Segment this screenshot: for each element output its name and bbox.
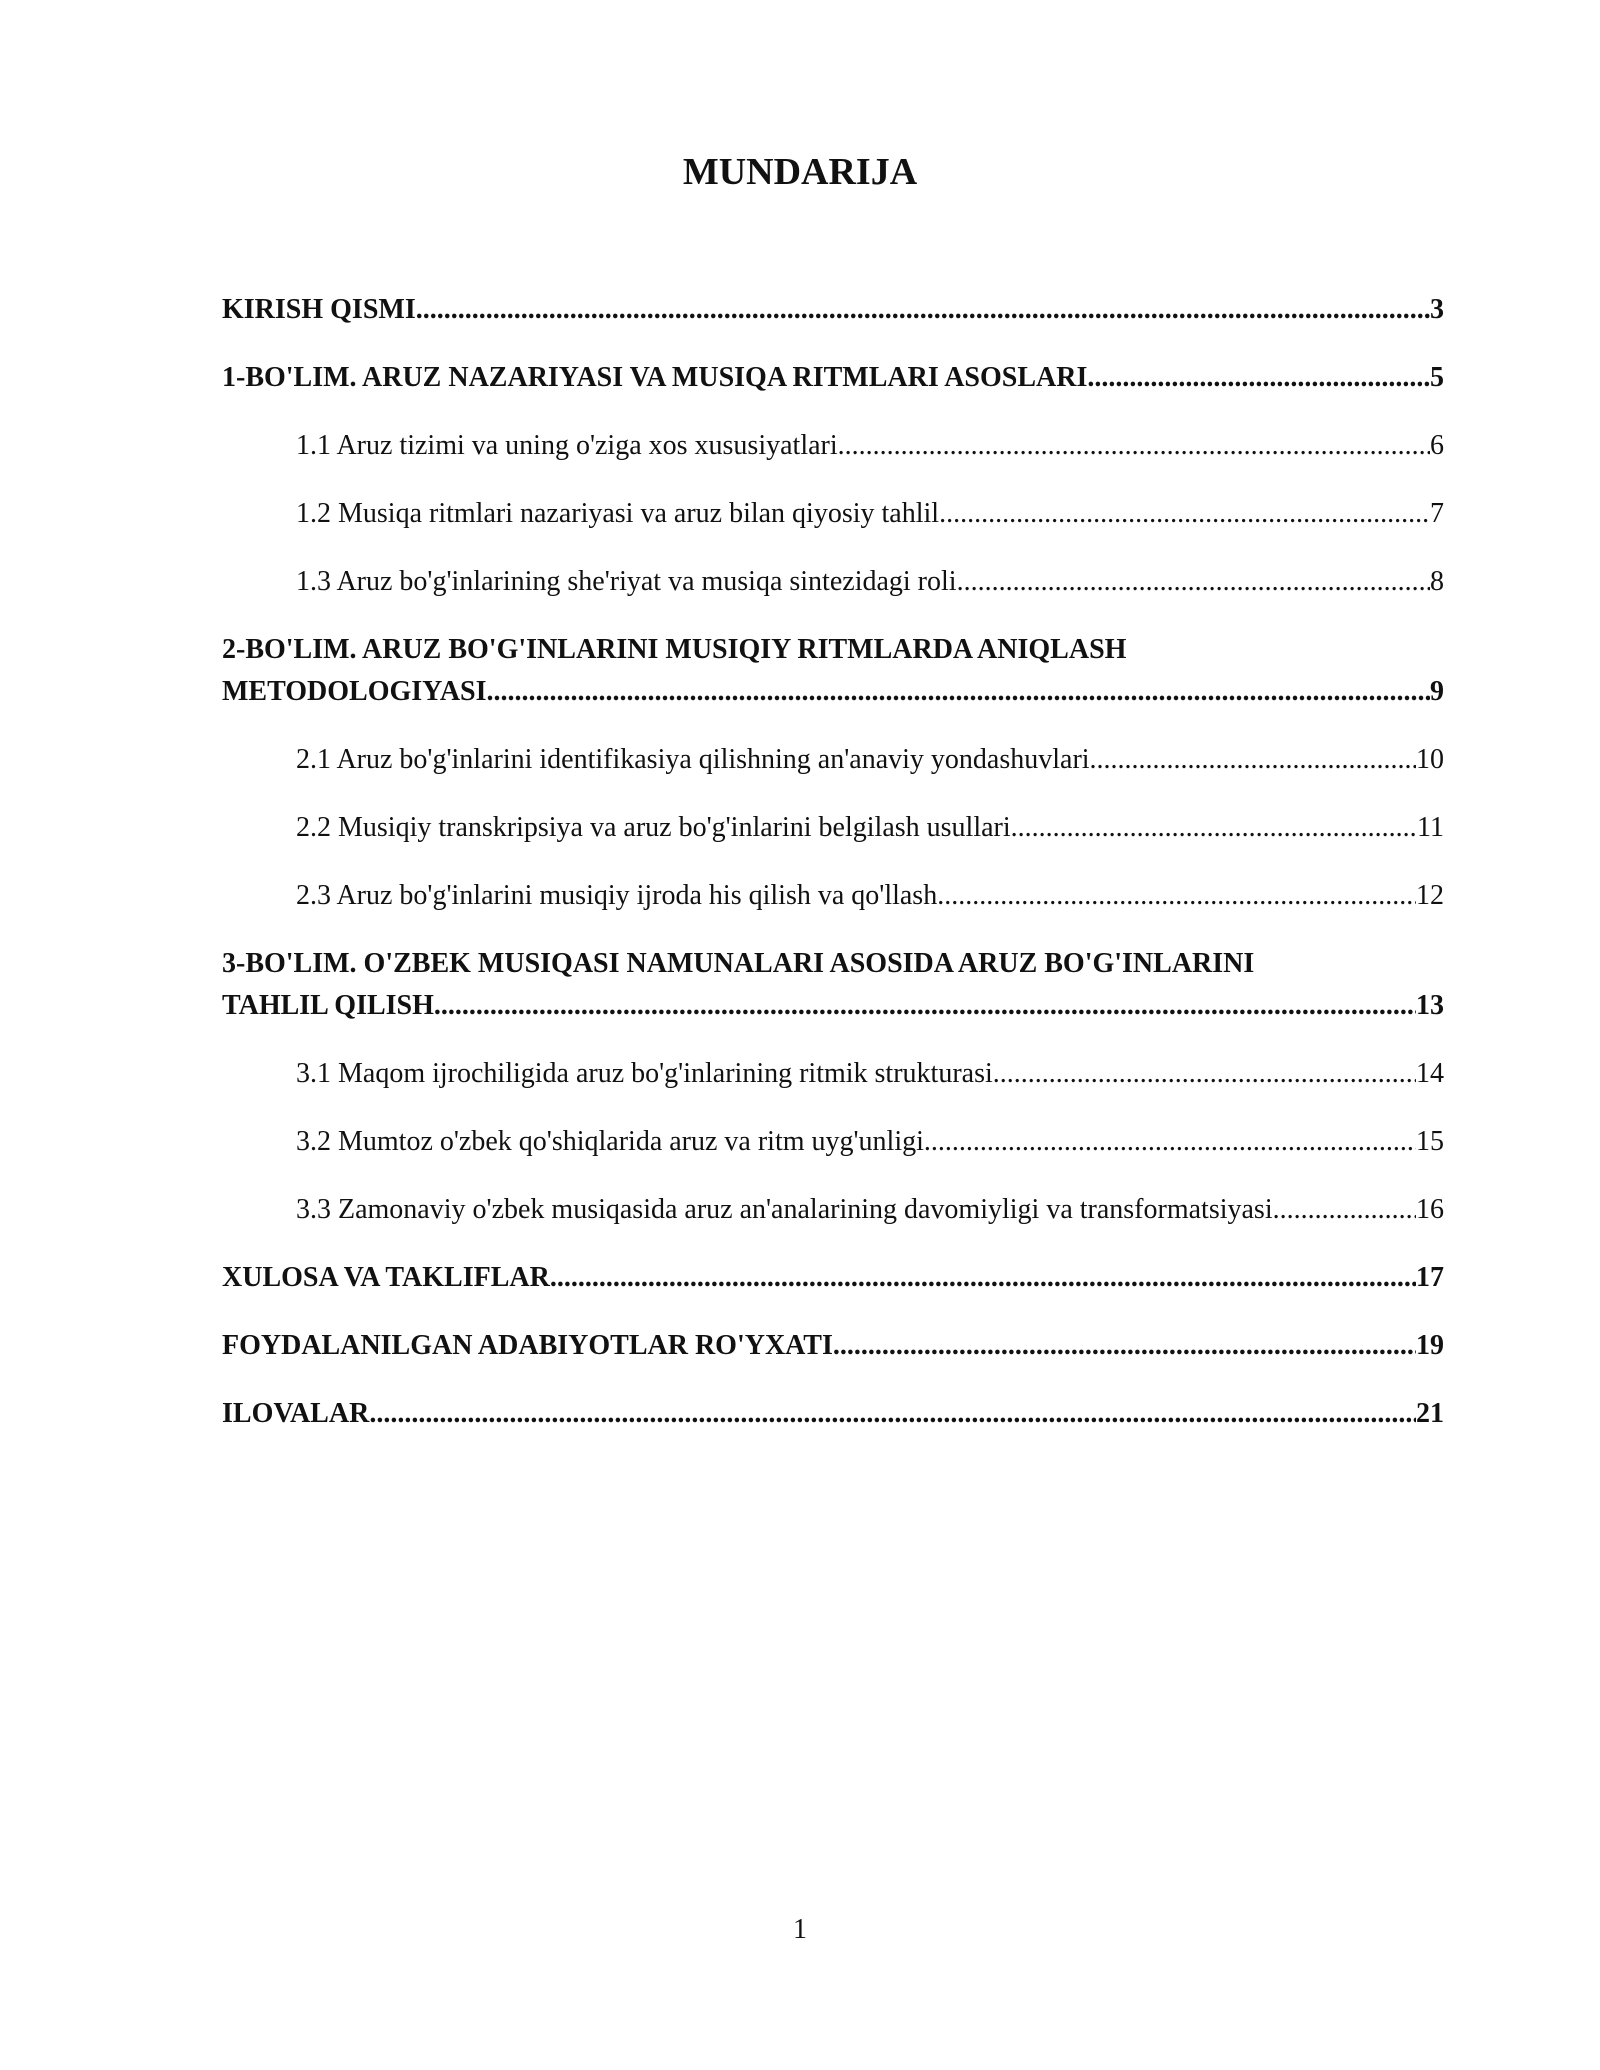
toc-page-number: 11 [1417,812,1444,843]
toc-page-number: 12 [1416,880,1444,911]
toc-entry-text: 1.1 Aruz tizimi va uning o'ziga xos xususiyatlari [296,430,838,461]
toc-entry-xulosa[interactable] [222,1258,1444,1298]
toc-entry-2-2[interactable] [222,808,1444,848]
toc-leader-dots [833,1326,1416,1366]
toc-entry-text: 1.2 Musiqa ritmlari nazariyasi va aruz bilan qiyosiy tahlil [296,498,940,529]
toc-page-number: 7 [1430,498,1444,529]
toc-entry-text: 2.1 Aruz bo'g'inlarini identifikasiya qilishning an'anaviy yondashuvlari [296,744,1090,775]
toc-page-number: 13 [1416,990,1444,1021]
toc-entry-text: 1-BO'LIM. ARUZ NAZARIYASI VA MUSIQA RITMLARI ASOSLARI [222,362,1088,393]
toc-entry-1-2[interactable] [222,494,1444,534]
toc-entry-2-1[interactable] [222,740,1444,780]
toc-entry-1-3[interactable] [222,562,1444,602]
toc-entry-text-line-1: 2-BO'LIM. ARUZ BO'G'INLARINI MUSIQIY RITMLARDA ANIQLASH [222,634,1127,665]
toc-entry-chapter-1[interactable] [222,358,1444,398]
toc-leader-dots [1087,358,1430,398]
toc-entry-3-2[interactable] [222,1122,1444,1162]
toc-page-number: 21 [1416,1398,1444,1429]
toc-entry-text: 3.1 Maqom ijrochiligida aruz bo'g'inlarining ritmik strukturasi [296,1058,993,1089]
toc-entry-3-3[interactable] [222,1190,1444,1230]
toc-page-number: 19 [1416,1330,1444,1361]
toc-entry-text-line-1: 3-BO'LIM. O'ZBEK MUSIQASI NAMUNALARI ASOSIDA ARUZ BO'G'INLARINI [222,948,1255,979]
toc-entry-text: FOYDALANILGAN ADABIYOTLAR RO'YXATI [222,1330,833,1361]
toc-leader-dots [957,562,1430,602]
toc-page-number: 8 [1430,566,1444,597]
toc-entry-text: 2.3 Aruz bo'g'inlarini musiqiy ijroda his qilish va qo'llash [296,880,938,911]
toc-entry-text: ILOVALAR [222,1398,370,1429]
toc-entry-text: 2.2 Musiqiy transkripsiya va aruz bo'g'inlarini belgilash usullari [296,812,1011,843]
toc-page-number: 14 [1416,1058,1444,1089]
table-of-contents [222,290,1444,1462]
toc-leader-dots [1090,740,1416,780]
toc-page-number: 5 [1430,362,1444,393]
toc-entry-text: KIRISH QISMI [222,294,416,325]
toc-page-number: 15 [1416,1126,1444,1157]
toc-page-number: 17 [1416,1262,1444,1293]
toc-entry-chapter-3[interactable] [222,944,1444,1026]
toc-page-number: 10 [1416,744,1444,775]
toc-page-number: 3 [1430,294,1444,325]
toc-leader-dots [993,1054,1416,1094]
toc-entry-chapter-2[interactable] [222,630,1444,712]
toc-leader-dots [550,1258,1416,1298]
toc-leader-dots [937,876,1416,916]
document-title: MUNDARIJA [682,151,918,193]
page-number: 1 [793,1914,807,1945]
toc-page-number: 9 [1430,676,1444,707]
toc-leader-dots [1011,808,1417,848]
toc-leader-dots [369,1394,1416,1434]
toc-leader-dots [487,672,1430,712]
toc-leader-dots [416,290,1430,330]
toc-entry-text: 1.3 Aruz bo'g'inlarining she'riyat va musiqa sintezidagi roli [296,566,957,597]
toc-leader-dots [939,494,1430,534]
toc-entry-ilovalar[interactable] [222,1394,1444,1434]
toc-entry-1-1[interactable] [222,426,1444,466]
toc-entry-adabiyotlar[interactable] [222,1326,1444,1366]
toc-entry-text: METODOLOGIYASI [222,676,487,707]
toc-entry-text: 3.2 Mumtoz o'zbek qo'shiqlarida aruz va ritm uyg'unligi [296,1126,924,1157]
toc-entry-3-1[interactable] [222,1054,1444,1094]
toc-entry-text: 3.3 Zamonaviy o'zbek musiqasida aruz an'analarining davomiyligi va transformatsiyasi [296,1194,1273,1225]
toc-leader-dots [1273,1190,1416,1230]
toc-page-number: 6 [1430,430,1444,461]
toc-leader-dots [924,1122,1416,1162]
toc-leader-dots [434,986,1416,1026]
toc-entry-text: TAHLIL QILISH [222,990,434,1021]
toc-leader-dots [838,426,1430,466]
toc-entry-text: XULOSA VA TAKLIFLAR [222,1262,550,1293]
toc-entry-kirish[interactable] [222,290,1444,330]
toc-entry-2-3[interactable] [222,876,1444,916]
toc-page-number: 16 [1416,1194,1444,1225]
